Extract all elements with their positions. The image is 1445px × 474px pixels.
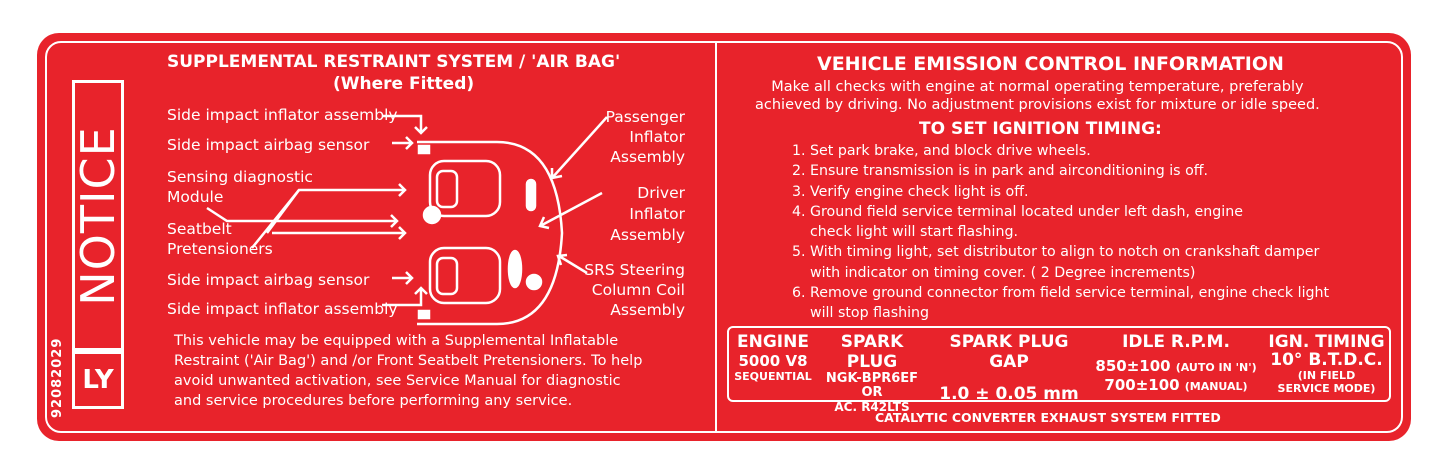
timing-steps: 1. Set park brake, and block drive wheels. 2. Ensure transmission is in park and airconditioning is off. 3. Verify engine check light is off. 4. Ground field service terminal located under left dash, engine check light will start flashing. 5. With timing light, set distributor to align to notch on crankshaft damper with indicator on timing cover. ( 2 Degree increments) 6. Remove ground connector from field service terminal, engine check light will stop flashing: [792, 143, 1330, 322]
spec-engine: ENGINE 5000 V8 SEQUENTIAL: [734, 332, 812, 383]
notice-text: NOTICE: [71, 125, 125, 306]
label-seatbelt-1: Seatbelt: [167, 220, 232, 238]
emission-title: VEHICLE EMISSION CONTROL INFORMATION: [817, 53, 1284, 75]
srs-subtitle: (Where Fitted): [333, 74, 475, 94]
label-sensing-2: Module: [167, 188, 224, 206]
engine-code: LY: [72, 351, 124, 409]
catalytic-footer: CATALYTIC CONVERTER EXHAUST SYSTEM FITTED: [875, 410, 1221, 425]
label-srs: SRS Steering Column Coil Assembly: [584, 261, 685, 319]
label-driver: Driver Inflator Assembly: [610, 184, 685, 244]
srs-title: SUPPLEMENTAL RESTRAINT SYSTEM / 'AIR BAG': [167, 52, 621, 72]
label-sensing-1: Sensing diagnostic: [167, 168, 313, 186]
car-diagram: [37, 33, 737, 333]
airbag-warning: This vehicle may be equipped with a Supplemental Inflatable Restraint ('Air Bag') and /or Front Seatbelt Pretensioners. To help avoid unwanted activation, see Service Manual for diagnostic and service procedures before performing any service.: [174, 333, 643, 409]
emission-label: [37, 33, 1411, 441]
label-side-inflator-bottom: Side impact inflator assembly: [167, 300, 398, 318]
spec-spark-plug: SPARK PLUG NGK-BPR6EF OR AC. R42LTS: [825, 332, 919, 414]
spec-table: [727, 326, 1391, 414]
spec-idle-rpm: IDLE R.P.M. 850±100 (AUTO IN 'N') 700±100 (MANUAL): [1095, 332, 1257, 394]
label-side-sensor-top: Side impact airbag sensor: [167, 136, 370, 154]
label-passenger: Passenger Inflator Assembly: [605, 108, 685, 166]
spec-ign-timing: IGN. TIMING 10° B.T.D.C. (IN FIELD SERVICE MODE): [1268, 332, 1385, 395]
timing-title: TO SET IGNITION TIMING:: [919, 119, 1162, 139]
part-number: 92082029: [50, 337, 65, 418]
label-side-sensor-bottom: Side impact airbag sensor: [167, 271, 370, 289]
emission-intro: Make all checks with engine at normal operating temperature, preferably achieved by driving. No adjustment provisions exist for mixture or idle speed.: [755, 79, 1320, 113]
label-seatbelt-2: Pretensioners: [167, 240, 273, 258]
label-side-inflator-top: Side impact inflator assembly: [167, 106, 398, 124]
spec-plug-gap: SPARK PLUG GAP 1.0 ± 0.05 mm: [939, 332, 1079, 404]
